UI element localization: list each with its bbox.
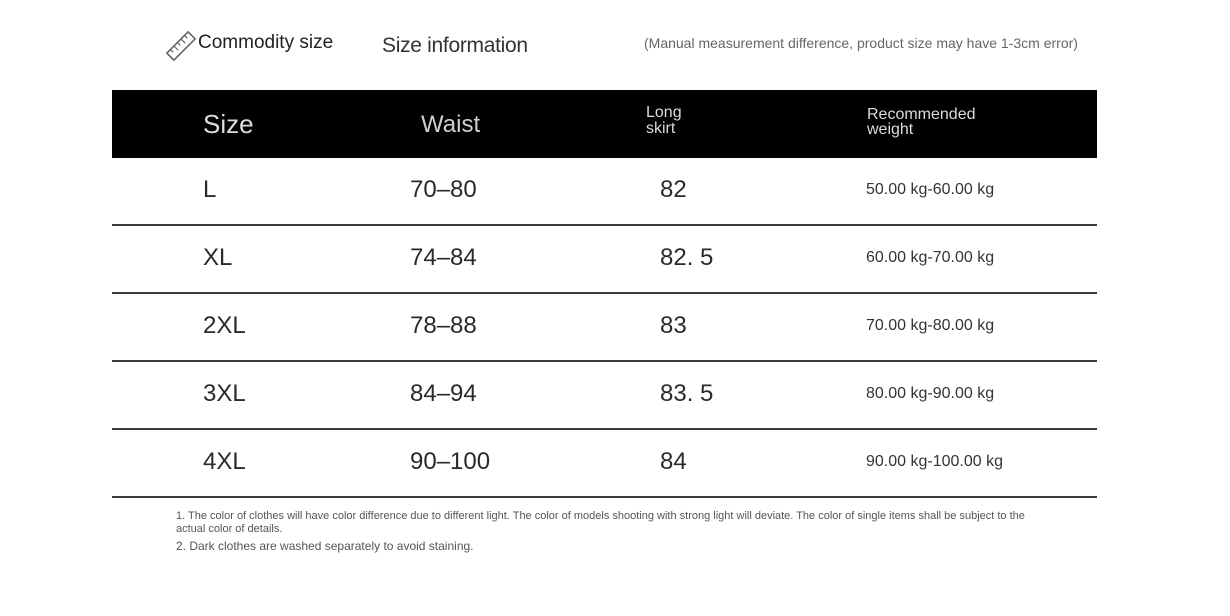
table-row	[112, 158, 1097, 226]
footnote-color-difference: 1. The color of clothes will have color difference due to different light. The color of models shooting with strong light will deviate. The color of single items shall be subject to the actual color of details.	[176, 510, 1025, 535]
column-header-size: Size	[203, 109, 254, 139]
cell-weight: 70.00 kg-80.00 kg	[866, 317, 995, 334]
cell-long-skirt: 82	[660, 176, 687, 203]
cell-size: 4XL	[203, 448, 246, 475]
cell-weight: 90.00 kg-100.00 kg	[866, 453, 1003, 470]
cell-size: XL	[203, 244, 233, 271]
size-table	[112, 90, 1097, 498]
table-row	[112, 226, 1097, 294]
cell-long-skirt: 83	[660, 312, 687, 339]
cell-weight: 80.00 kg-90.00 kg	[866, 385, 995, 402]
cell-long-skirt: 84	[660, 448, 687, 475]
commodity-size-title: Commodity size	[198, 32, 334, 53]
column-header-waist: Waist	[421, 111, 481, 138]
ruler-icon	[164, 30, 198, 62]
column-header-recommended-weight: Recommended weight	[867, 106, 976, 138]
cell-waist: 84–94	[410, 380, 477, 407]
cell-size: L	[203, 176, 217, 203]
footnote-dark-clothes: 2. Dark clothes are washed separately to avoid staining.	[176, 539, 474, 553]
cell-waist: 70–80	[410, 176, 477, 203]
cell-waist: 78–88	[410, 312, 477, 339]
table-header	[112, 90, 1097, 158]
cell-weight: 50.00 kg-60.00 kg	[866, 181, 995, 198]
table-row	[112, 430, 1097, 498]
cell-waist: 74–84	[410, 244, 477, 271]
cell-long-skirt: 83. 5	[660, 380, 714, 407]
table-row	[112, 362, 1097, 430]
footnotes	[176, 510, 1036, 553]
cell-size: 3XL	[203, 380, 246, 407]
size-information-title: Size information	[382, 34, 528, 57]
cell-weight: 60.00 kg-70.00 kg	[866, 249, 995, 266]
measurement-note: (Manual measurement difference, product size may have 1-3cm error)	[644, 35, 1078, 51]
cell-size: 2XL	[203, 312, 246, 339]
column-header-long-skirt: Long skirt	[646, 104, 682, 137]
header	[0, 0, 1230, 90]
cell-long-skirt: 82. 5	[660, 244, 714, 271]
table-row	[112, 294, 1097, 362]
cell-waist: 90–100	[410, 448, 491, 475]
